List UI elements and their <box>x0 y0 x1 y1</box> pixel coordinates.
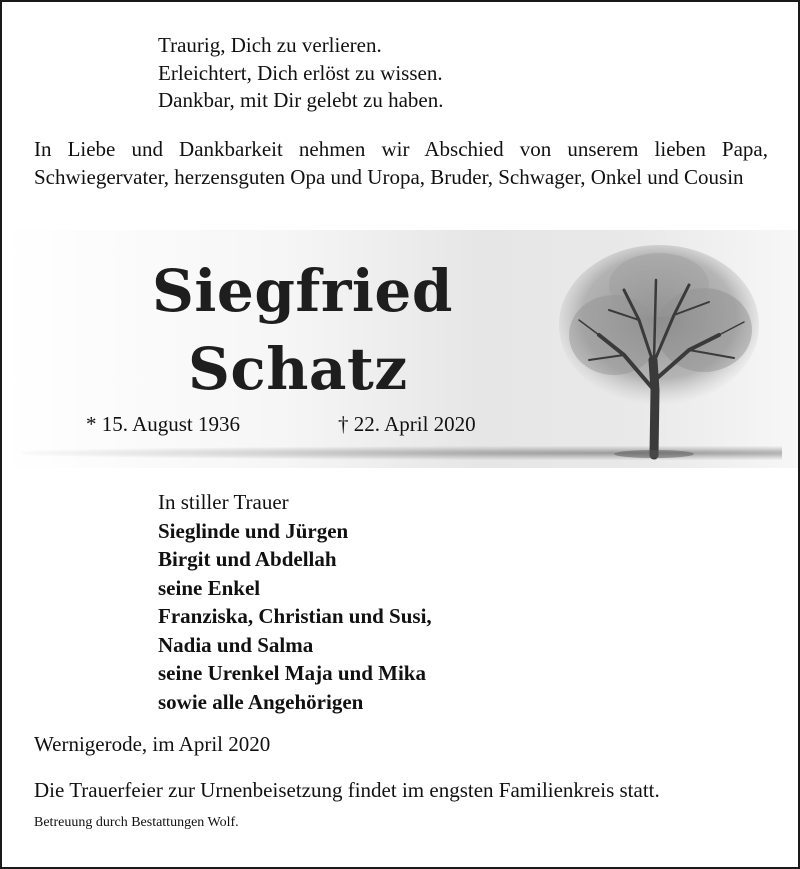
mourner-line: Franziska, Christian und Susi, <box>158 604 432 628</box>
mourner-line: seine Urenkel Maja und Mika <box>158 661 426 685</box>
poem-line: Dankbar, mit Dir gelebt zu haben. <box>158 88 444 112</box>
place-and-date: Wernigerode, im April 2020 <box>34 732 271 756</box>
mourner-line: Birgit und Abdellah <box>158 547 337 571</box>
mourner-line: seine Enkel <box>158 575 261 600</box>
poem-line: Erleichtert, Dich erlöst zu wissen. <box>158 60 443 85</box>
ceremony-note: Die Trauerfeier zur Urnenbeisetzung findet im engsten Familienkreis statt. <box>34 778 660 802</box>
poem-line: Traurig, Dich zu verlieren. <box>158 33 382 57</box>
first-name: Siegfried <box>152 257 453 325</box>
last-name: Schatz <box>188 335 408 403</box>
mourner-line: Nadia und Salma <box>158 632 314 657</box>
undertaker-note: Betreuung durch Bestattungen Wolf. <box>34 815 239 830</box>
birth-date: * 15. August 1936 <box>86 412 241 436</box>
mourners-heading: In stiller Trauer <box>158 490 289 514</box>
farewell-text: In Liebe und Dankbarkeit nehmen wir Abschied von unserem lieben Papa, Schwiegervater, herzensguten Opa und Uropa, Bruder, Schwager, Onkel und Cousin <box>34 137 768 189</box>
death-date: † 22. April 2020 <box>338 412 476 436</box>
deceased-name <box>152 252 453 408</box>
mourner-line: sowie alle Angehörigen <box>158 689 364 714</box>
mourner-line: Sieglinde und Jürgen <box>158 518 349 543</box>
mourners-list <box>158 488 432 716</box>
memorial-poem <box>158 32 443 115</box>
tree-icon <box>554 240 764 460</box>
